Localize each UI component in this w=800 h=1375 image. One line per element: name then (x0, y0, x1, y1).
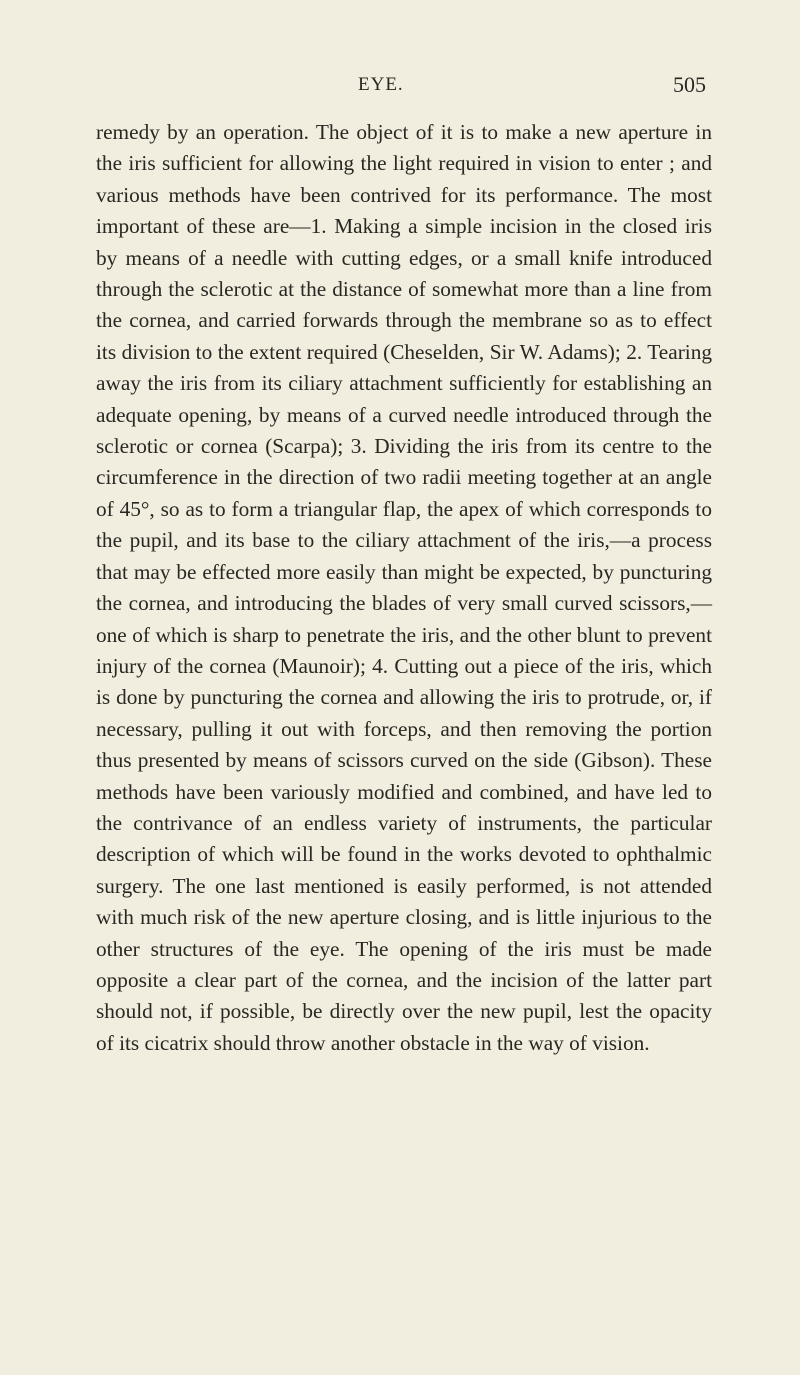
running-head-title: EYE. (358, 74, 404, 95)
page-number: 505 (673, 72, 706, 97)
body-paragraph: remedy by an operation. The object of it is to make a new aperture in the iris sufficient for allowing the light required in vision to enter ; and various methods have been contrived for its performance. The most important of these are—1. Making a simple incision in the closed iris by means of a needle with cutting edges, or a small knife introduced through the sclerotic at the distance of somewhat more than a line from the cornea, and carried forwards through the membrane so as to effect its division to the extent required (Cheselden, Sir W. Adams); 2. Tearing away the iris from its ciliary attachment sufficiently for establishing an adequate opening, by means of a curved needle introduced through the sclerotic or cornea (Scarpa); 3. Dividing the iris from its centre to the circumference in the direction of two radii meeting together at an angle of 45°, so as to form a triangular flap, the apex of which corresponds to the pupil, and its base to the ciliary attachment of the iris,—a process that may be effected more easily than might be expected, by puncturing the cornea, and introducing the blades of very small curved scissors,—one of which is sharp to penetrate the iris, and the other blunt to prevent injury of the cornea (Maunoir); 4. Cutting out a piece of the iris, which is done by puncturing the cornea and allowing the iris to protrude, or, if necessary, pulling it out with forceps, and then removing the portion thus presented by means of scissors curved on the side (Gibson). These methods have been variously modified and combined, and have led to the contrivance of an endless variety of instruments, the particular description of which will be found in the works devoted to ophthalmic surgery. The one last mentioned is easily performed, is not attended with much risk of the new aperture closing, and is little injurious to the other structures of the eye. The opening of the iris must be made opposite a clear part of the cornea, and the incision of the latter part should not, if possible, be directly over the new pupil, lest the opacity of its cicatrix should throw another obstacle in the way of vision. (96, 120, 712, 1055)
